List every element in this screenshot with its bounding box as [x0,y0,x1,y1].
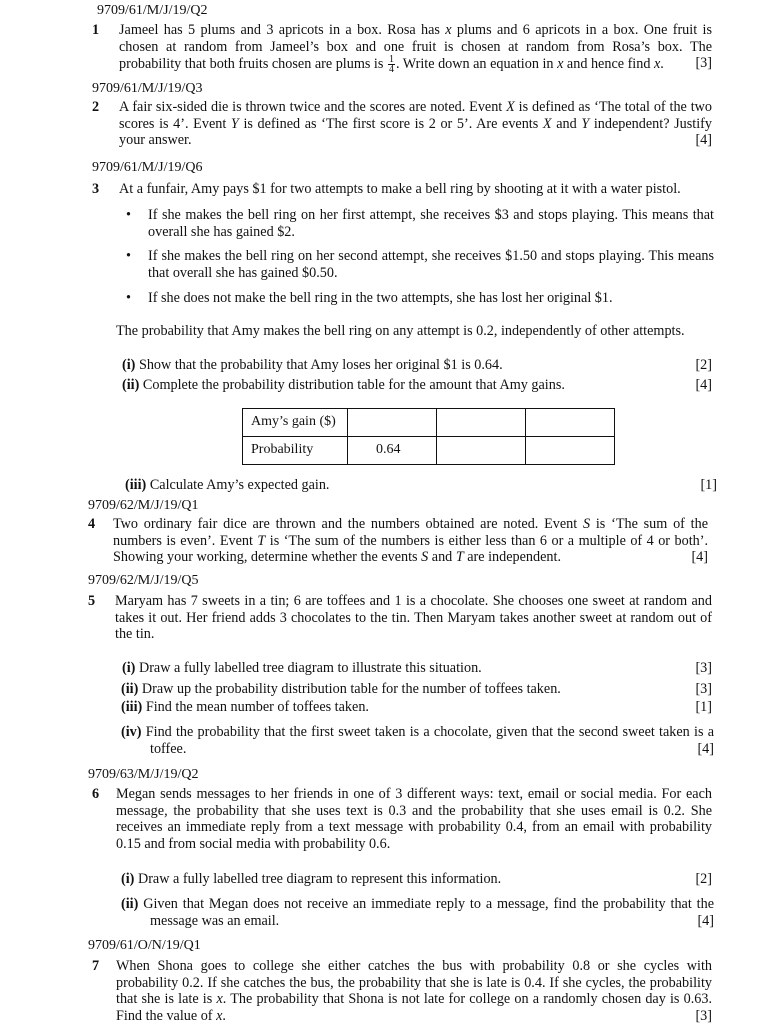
probability-statement: The probability that Amy makes the bell ring on any attempt is 0.2, independently of other attempts. [116,323,685,339]
text-segment: is defined as ‘The first score is 2 or 5’. Are events [238,115,543,132]
question-code: 9709/61/O/N/19/Q1 [88,938,201,953]
variable: S [582,516,591,532]
bullet-item [126,290,716,308]
text-segment: and [551,115,582,132]
variable: x [445,22,452,38]
part-label: (i) [121,871,135,887]
table-row [243,437,615,465]
variable: x [216,1007,223,1024]
text-segment: . The probability that Shona is not late for college on a randomly chosen day is 0.63. Find the value of [116,991,712,1024]
table-cell [437,437,526,465]
text-segment: Two ordinary fair dice are thrown and the numbers obtained are noted. Event [113,516,583,532]
part-label: (iv) [121,724,142,740]
question-code: 9709/61/M/J/19/Q3 [92,81,203,96]
question-part [121,681,712,698]
question-2 [92,99,712,149]
marks: [4] [697,912,714,929]
variable: x [216,991,223,1007]
question-part [125,477,717,494]
table-cell [526,437,615,465]
marks: [3] [695,681,712,697]
marks: [3] [695,1007,712,1024]
question-7 [92,958,712,1024]
table-row-header: Probability [243,437,348,465]
bullet-text: If she makes the bell ring on her first attempt, she receives $3 and stops playing. This means that overall she has gained $2. [148,207,714,240]
marks: [3] [695,55,712,71]
part-text: Show that the probability that Amy loses her original $1 is 0.64. [138,357,503,373]
variable: T [455,549,464,565]
table-cell [437,409,526,437]
question-number: 6 [92,786,100,802]
part-label: (iii) [121,699,143,715]
table-row [243,409,615,437]
question-part [122,377,712,394]
question-code: 9709/61/M/J/19/Q6 [92,160,203,175]
question-code: 9709/62/M/J/19/Q5 [88,573,199,588]
text-segment: . [222,1007,226,1024]
question-number: 4 [88,516,96,532]
part-label: (ii) [122,377,140,393]
part-label: (iii) [125,477,147,493]
variable: x [653,55,661,72]
question-part [121,724,714,757]
marks: [2] [695,357,712,373]
question-part [122,357,712,374]
marks: [1] [695,699,712,715]
text-segment: and hence find [563,55,654,72]
question-intro: Megan sends messages to her friends in one of 3 different ways: text, email or social media. For each message, the probability that she uses text is 0.3 and the probability that she uses email is 0.2. She receives an immediate reply from a text message with probability 0.4, from an email with probability 0.15 and from social media with probability 0.6. [116,786,712,852]
text-segment: . Write down an equation in [395,55,558,72]
question-text [119,99,712,149]
variable: S [421,549,429,565]
bullet-dot: • [126,207,131,223]
question-number: 5 [88,593,96,609]
question-6 [92,786,712,852]
text-segment: is ‘The sum of the numbers is even’. Event [113,516,708,549]
table-cell [526,409,615,437]
text-segment: is defined as ‘The total of the two scores is 4’. Event [119,99,712,132]
text-segment: . [660,55,664,72]
part-text: Draw up the probability distribution table for the number of toffees taken. [141,681,561,697]
question-code: 9709/63/M/J/19/Q2 [88,767,199,782]
marks: [2] [695,871,712,887]
text-segment: plums and 6 apricots in a box. One fruit is chosen at random from Jameel’s box and one fruit is chosen at random from Rosa’s box. The probability that both fruits chosen are plums is [119,22,712,72]
question-part [122,660,712,677]
question-4 [88,516,708,566]
variable: T [257,532,266,549]
part-label: (ii) [121,896,139,912]
text-segment: Jameel has 5 plums and 3 apricots in a box. Rosa has [119,22,446,38]
variable: Y [581,115,590,132]
fraction-denominator: 4 [388,64,394,75]
part-text: Calculate Amy’s expected gain. [149,477,330,493]
part-text: Find the probability that the first sweet taken is a chocolate, given that the second sweet taken is a toffee. [145,724,714,757]
bullet-text: If she does not make the bell ring in the two attempts, she has lost her original $1. [148,290,613,306]
part-label: (ii) [121,681,139,697]
marks: [4] [695,132,712,148]
probability-distribution-table [242,408,615,465]
marks: [3] [695,660,712,676]
marks: [4] [691,549,708,565]
question-part [121,896,714,929]
question-1 [92,22,712,74]
table-row-header: Amy’s gain ($) [243,409,348,437]
question-code: 9709/61/M/J/19/Q2 [97,3,208,18]
question-number: 1 [92,22,100,38]
part-text: Complete the probability distribution table for the amount that Amy gains. [142,377,565,393]
question-number: 3 [92,181,100,197]
question-number: 2 [92,99,100,115]
bullet-item [126,248,716,284]
question-text [119,22,712,74]
fraction-numerator: 1 [388,54,394,65]
bullet-dot: • [126,290,131,306]
part-label: (i) [122,660,136,676]
question-number: 7 [92,958,100,974]
marks: [4] [695,377,712,393]
bullet-item [126,207,716,243]
part-label: (i) [122,357,136,373]
question-3 [92,181,712,198]
question-code: 9709/62/M/J/19/Q1 [88,498,199,513]
question-intro: At a funfair, Amy pays $1 for two attempts to make a bell ring by shooting at it with a water pistol. [119,181,681,197]
bullet-dot: • [126,248,131,264]
bullet-text: If she makes the bell ring on her second attempt, she receives $1.50 and stops playing. This means that overall she has gained $0.50. [148,248,714,281]
variable: Y [230,115,239,132]
marks: [1] [700,477,717,493]
table-cell [348,409,437,437]
part-text: Draw a fully labelled tree diagram to illustrate this situation. [138,660,482,676]
part-text: Draw a fully labelled tree diagram to represent this information. [137,871,502,887]
text-segment: When Shona goes to college she either catches the bus with probability 0.8 or she cycles with probability 0.2. If she catches the bus, the probability that she is late is 0.4. If she cycles, the probability that she is late is [116,958,712,1007]
question-text [113,516,708,566]
question-intro: Maryam has 7 sweets in a tin; 6 are toffees and 1 is a chocolate. She chooses one sweet at random and takes it out. Her friend adds 3 chocolates to the tin. Then Maryam takes another sweet at random out of the tin. [115,593,712,642]
variable: X [506,99,515,115]
part-text: Find the mean number of toffees taken. [145,699,369,715]
part-body [121,724,714,757]
question-5 [88,593,712,643]
question-text [116,958,712,1024]
text-segment: independent? Justify your answer. [119,115,712,148]
table-cell: 0.64 [348,437,437,465]
part-body [121,896,714,929]
text-segment: are independent. [463,549,561,565]
question-part [121,871,712,888]
marks: [4] [697,740,714,757]
text-segment: is ‘The sum of the numbers is either less than 6 or a multiple of 4 or both’. Showing your working, determine whether the events [113,532,709,565]
part-text: Given that Megan does not receive an immediate reply to a message, find the probability that the message was an email. [143,896,715,929]
fraction [388,55,395,74]
text-segment: A fair six-sided die is thrown twice and the scores are noted. Event [119,99,507,115]
variable: X [542,115,552,132]
question-part [121,699,712,716]
text-segment: and [428,549,456,565]
variable: x [557,55,564,72]
